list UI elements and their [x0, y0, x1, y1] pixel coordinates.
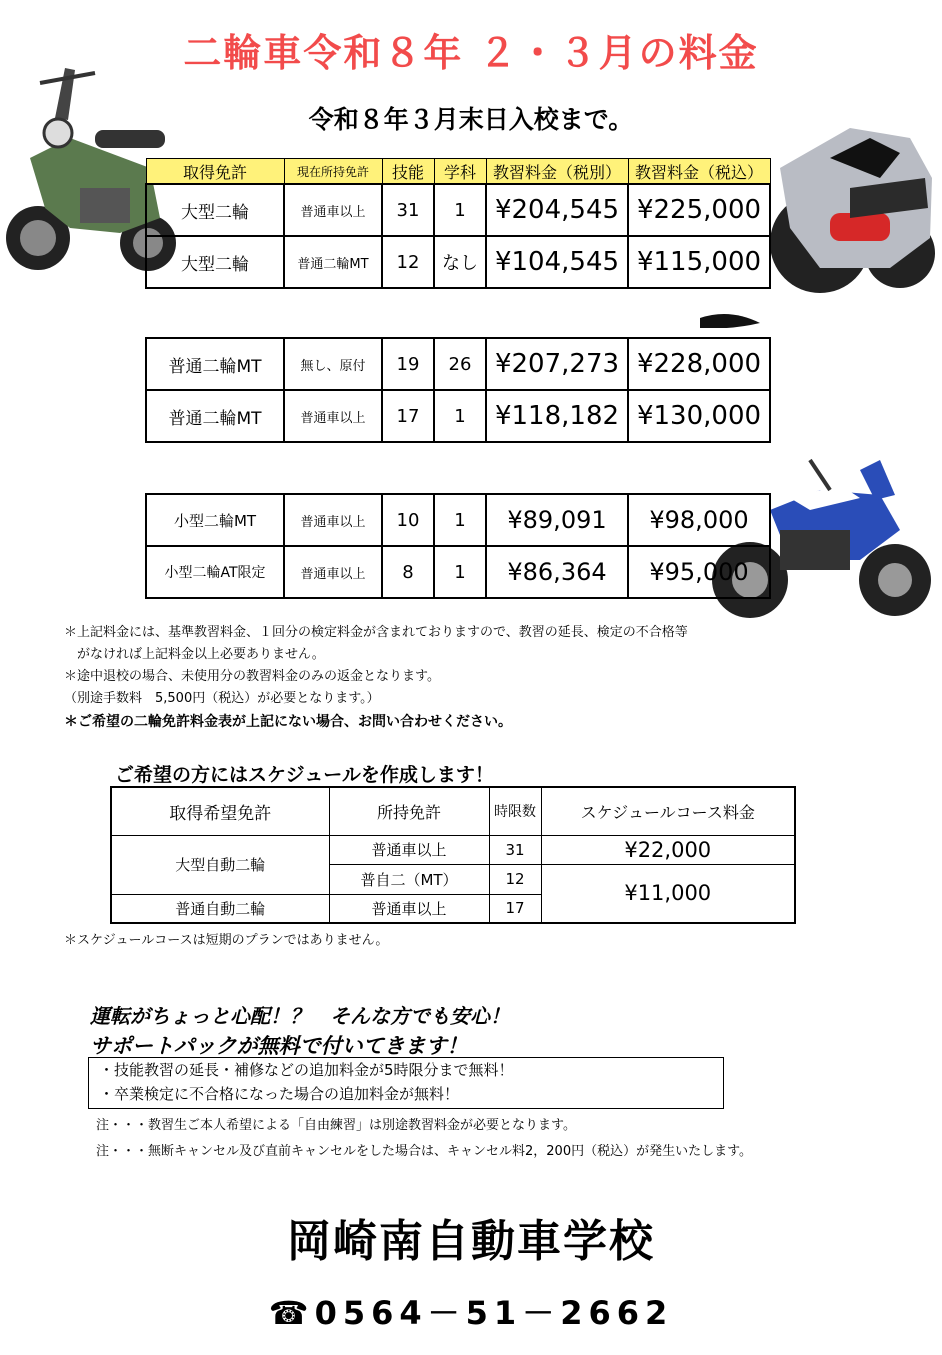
support-item: ・技能教習の延長・補修などの追加料金が5時限分まで無料！: [99, 1061, 514, 1079]
cell-license: 大型二輪: [146, 184, 284, 236]
note-line: ＊上記料金には、基準教習料金、１回分の検定料金が含まれておりますので、教習の延長、検定の不合格等: [64, 625, 688, 640]
cell-price-ex: ¥104,545: [486, 236, 628, 288]
price-table-large: [145, 158, 771, 289]
note-line: （別途手数料 5,500円（税込）が必要となります。）: [64, 691, 380, 706]
cell-license: 小型二輪AT限定: [146, 546, 284, 598]
header-theory: 学科: [434, 159, 486, 185]
cell-skill: 17: [382, 390, 434, 442]
schedule-held: 普自二（MT）: [329, 864, 489, 894]
schedule-header-hours: 時限数: [489, 787, 541, 835]
table-row: [146, 236, 770, 288]
header-skill: 技能: [382, 159, 434, 185]
cell-theory: 1: [434, 184, 486, 236]
cell-price-in: ¥98,000: [628, 494, 770, 546]
page-subtitle: 令和８年３月末日入校まで。: [308, 105, 634, 134]
header-license: 取得免許: [146, 159, 284, 185]
support-box: [88, 1057, 724, 1109]
cell-skill: 12: [382, 236, 434, 288]
schedule-fee-other: ¥11,000: [541, 864, 795, 923]
cell-price-ex: ¥86,364: [486, 546, 628, 598]
cell-skill: 19: [382, 338, 434, 390]
note-line: がなければ上記料金以上必要ありません。: [64, 647, 325, 662]
caution-line: 注・・・無断キャンセル及び直前キャンセルをした場合は、キャンセル料2，200円（税込）が発生いたします。: [96, 1144, 753, 1159]
cell-price-ex: ¥89,091: [486, 494, 628, 546]
support-line-2: サポートパックが無料で付いてきます！: [90, 1034, 468, 1058]
table-row: [146, 390, 770, 442]
cell-theory: 1: [434, 494, 486, 546]
cell-held: 普通車以上: [284, 390, 382, 442]
price-table-small: [145, 493, 771, 599]
cell-price-in: ¥95,000: [628, 546, 770, 598]
schedule-hours: 31: [489, 835, 541, 864]
schedule-heading: ご希望の方にはスケジュールを作成します！: [115, 764, 494, 786]
caution-line: 注・・・教習生ご本人希望による「自由練習」は別途教習料金が必要となります。: [96, 1118, 576, 1133]
table-row: [146, 184, 770, 236]
support-item: ・卒業検定に不合格になった場合の追加料金が無料！: [99, 1085, 460, 1103]
cell-price-ex: ¥118,182: [486, 390, 628, 442]
cell-license: 普通二輪MT: [146, 338, 284, 390]
schedule-held: 普通車以上: [329, 894, 489, 923]
table-row: [111, 835, 795, 864]
cell-price-in: ¥228,000: [628, 338, 770, 390]
table-row: [146, 338, 770, 390]
cell-held: 普通車以上: [284, 546, 382, 598]
schedule-hours: 12: [489, 864, 541, 894]
schedule-held: 普通車以上: [329, 835, 489, 864]
header-price-in: 教習料金（税込）: [628, 159, 770, 185]
cell-held: 普通車以上: [284, 494, 382, 546]
cell-theory: 1: [434, 390, 486, 442]
cell-price-ex: ¥207,273: [486, 338, 628, 390]
cell-license: 普通二輪MT: [146, 390, 284, 442]
support-line-1: 運転がちょっと心配！？ そんな方でも安心！: [90, 1004, 510, 1028]
cell-held: 無し、原付: [284, 338, 382, 390]
page-title: 二輪車令和８年 ２・３月の料金: [183, 31, 759, 75]
schedule-fee-large: ¥22,000: [541, 835, 795, 864]
cell-held: 普通車以上: [284, 184, 382, 236]
header-price-ex: 教習料金（税別）: [486, 159, 628, 185]
cell-theory: なし: [434, 236, 486, 288]
cell-price-in: ¥130,000: [628, 390, 770, 442]
price-table-normal: [145, 337, 771, 443]
cell-price-in: ¥115,000: [628, 236, 770, 288]
cell-theory: 26: [434, 338, 486, 390]
schedule-note: ＊スケジュールコースは短期のプランではありません。: [64, 933, 389, 948]
note-line: ＊ご希望の二輪免許料金表が上記にない場合、お問い合わせください。: [64, 714, 512, 730]
schedule-table: [110, 786, 796, 924]
schedule-hours: 17: [489, 894, 541, 923]
cell-skill: 31: [382, 184, 434, 236]
cell-skill: 8: [382, 546, 434, 598]
cell-price-in: ¥225,000: [628, 184, 770, 236]
cell-price-ex: ¥204,545: [486, 184, 628, 236]
note-line: ＊途中退校の場合、未使用分の教習料金のみの返金となります。: [64, 669, 440, 684]
schedule-header-license: 取得希望免許: [111, 787, 329, 835]
cell-theory: 1: [434, 546, 486, 598]
table-row: [146, 546, 770, 598]
phone-number: ☎0564－51－2662: [268, 1294, 674, 1332]
cell-held: 普通二輪MT: [284, 236, 382, 288]
school-name: 岡崎南自動車学校: [287, 1216, 655, 1267]
header-held: 現在所持免許: [284, 159, 382, 185]
schedule-header-held: 所持免許: [329, 787, 489, 835]
table-row: [146, 494, 770, 546]
price-table-header: [146, 159, 770, 185]
schedule-license-large: 大型自動二輪: [111, 835, 329, 894]
cell-license: 大型二輪: [146, 236, 284, 288]
schedule-header-row: [111, 787, 795, 835]
schedule-license-normal: 普通自動二輪: [111, 894, 329, 923]
cell-license: 小型二輪MT: [146, 494, 284, 546]
cell-skill: 10: [382, 494, 434, 546]
schedule-header-fee: スケジュールコース料金: [541, 787, 795, 835]
